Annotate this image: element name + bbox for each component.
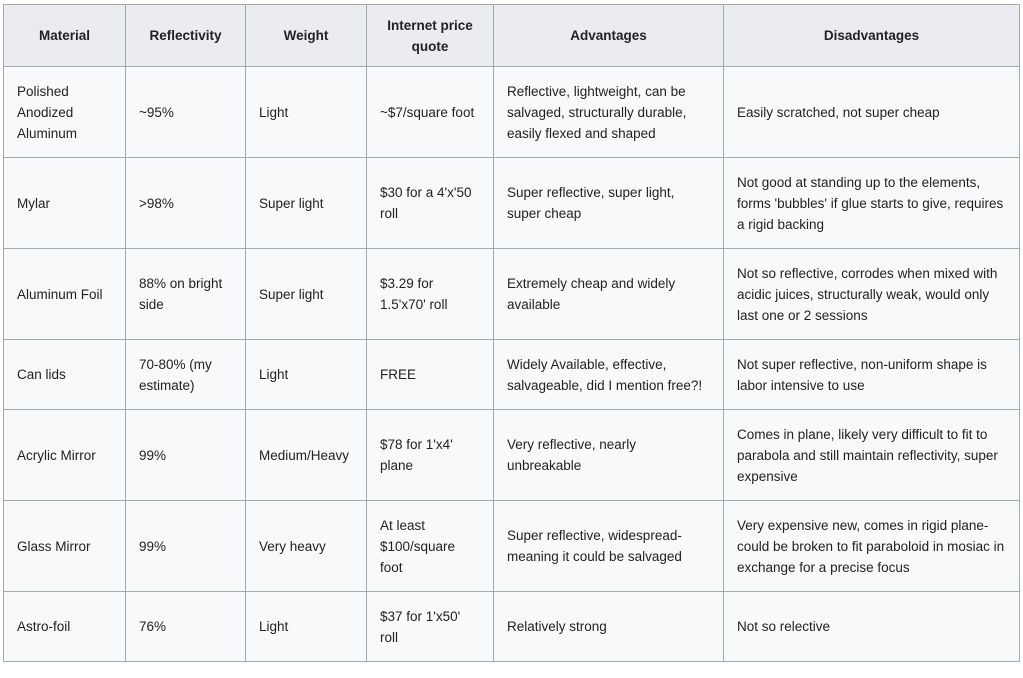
header-disadvantages: Disadvantages	[724, 5, 1020, 67]
cell-weight: Very heavy	[246, 501, 367, 592]
header-material: Material	[4, 5, 126, 67]
cell-reflectivity: 76%	[126, 592, 246, 662]
cell-weight: Super light	[246, 249, 367, 340]
cell-disadvantages: Not so relective	[724, 592, 1020, 662]
header-reflectivity: Reflectivity	[126, 5, 246, 67]
header-weight: Weight	[246, 5, 367, 67]
header-advantages: Advantages	[494, 5, 724, 67]
cell-reflectivity: ~95%	[126, 67, 246, 158]
table-row	[4, 249, 1020, 340]
cell-disadvantages: Comes in plane, likely very difficult to fit to parabola and still maintain reflectivity, super expensive	[724, 410, 1020, 501]
cell-material: Aluminum Foil	[4, 249, 126, 340]
cell-weight: Light	[246, 592, 367, 662]
cell-reflectivity: 88% on bright side	[126, 249, 246, 340]
cell-disadvantages: Very expensive new, comes in rigid plane- could be broken to fit paraboloid in mosiac in exchange for a precise focus	[724, 501, 1020, 592]
cell-price: FREE	[367, 340, 494, 410]
cell-weight: Light	[246, 340, 367, 410]
cell-price: $3.29 for 1.5'x70' roll	[367, 249, 494, 340]
cell-price: ~$7/square foot	[367, 67, 494, 158]
cell-advantages: Very reflective, nearly unbreakable	[494, 410, 724, 501]
cell-reflectivity: 99%	[126, 501, 246, 592]
cell-reflectivity: 70-80% (my estimate)	[126, 340, 246, 410]
cell-material: Acrylic Mirror	[4, 410, 126, 501]
cell-weight: Light	[246, 67, 367, 158]
cell-advantages: Reflective, lightweight, can be salvaged, structurally durable, easily flexed and shaped	[494, 67, 724, 158]
cell-material: Mylar	[4, 158, 126, 249]
materials-comparison-table	[3, 4, 1020, 662]
cell-price: At least $100/square foot	[367, 501, 494, 592]
cell-price: $37 for 1'x50' roll	[367, 592, 494, 662]
cell-material: Polished Anodized Aluminum	[4, 67, 126, 158]
table-row	[4, 340, 1020, 410]
cell-advantages: Super reflective, super light, super cheap	[494, 158, 724, 249]
cell-weight: Super light	[246, 158, 367, 249]
table-row	[4, 158, 1020, 249]
header-row	[4, 5, 1020, 67]
cell-material: Glass Mirror	[4, 501, 126, 592]
cell-advantages: Relatively strong	[494, 592, 724, 662]
cell-disadvantages: Not so reflective, corrodes when mixed with acidic juices, structurally weak, would only last one or 2 sessions	[724, 249, 1020, 340]
cell-advantages: Widely Available, effective, salvageable, did I mention free?!	[494, 340, 724, 410]
cell-advantages: Extremely cheap and widely available	[494, 249, 724, 340]
cell-reflectivity: >98%	[126, 158, 246, 249]
table-row	[4, 67, 1020, 158]
cell-price: $78 for 1'x4' plane	[367, 410, 494, 501]
table-row	[4, 501, 1020, 592]
cell-advantages: Super reflective, widespread-meaning it could be salvaged	[494, 501, 724, 592]
cell-material: Astro-foil	[4, 592, 126, 662]
cell-weight: Medium/Heavy	[246, 410, 367, 501]
table-row	[4, 410, 1020, 501]
cell-disadvantages: Not good at standing up to the elements, forms 'bubbles' if glue starts to give, requires a rigid backing	[724, 158, 1020, 249]
header-price: Internet price quote	[367, 5, 494, 67]
cell-price: $30 for a 4'x'50 roll	[367, 158, 494, 249]
cell-disadvantages: Not super reflective, non-uniform shape is labor intensive to use	[724, 340, 1020, 410]
cell-reflectivity: 99%	[126, 410, 246, 501]
cell-material: Can lids	[4, 340, 126, 410]
materials-table-container	[3, 4, 1020, 662]
table-row	[4, 592, 1020, 662]
cell-disadvantages: Easily scratched, not super cheap	[724, 67, 1020, 158]
